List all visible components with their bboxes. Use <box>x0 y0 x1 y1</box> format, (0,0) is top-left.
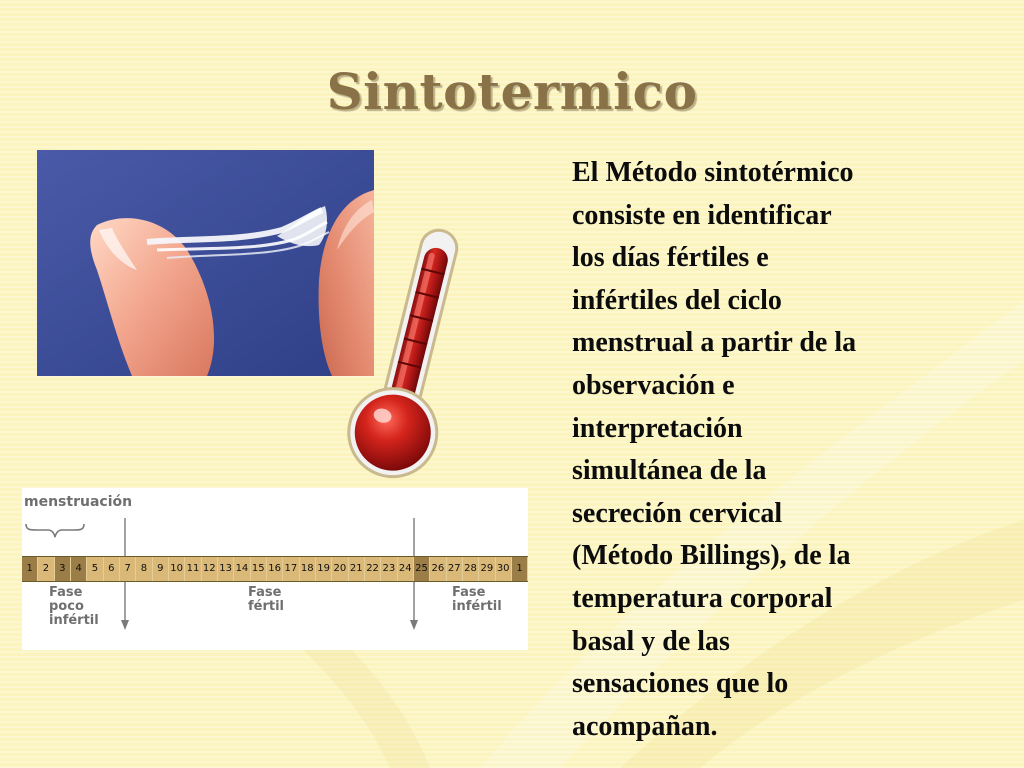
phase-poco-infertil-label <box>49 586 99 628</box>
cycle-day-cell: 23 <box>381 557 397 581</box>
body-line: temperatura corporal <box>572 582 833 614</box>
cycle-day-cell: 20 <box>332 557 348 581</box>
phase-infertil-label <box>452 586 502 614</box>
body-line: interpretación <box>572 412 743 444</box>
cycle-day-cell: 11 <box>185 557 201 581</box>
cycle-day-cell: 25 <box>414 557 430 581</box>
cycle-day-cell: 5 <box>87 557 103 581</box>
body-line: simultánea de la <box>572 455 767 487</box>
phase-line: Fase <box>452 585 486 600</box>
body-line: sensaciones que lo <box>572 668 789 700</box>
body-line: basal y de las <box>572 625 730 657</box>
menstruation-bracket <box>26 524 84 537</box>
body-line: los días fértiles e <box>572 242 769 274</box>
cycle-day-cell: 19 <box>316 557 332 581</box>
cycle-day-cell: 24 <box>398 557 414 581</box>
cycle-day-cell: 1 <box>512 557 528 581</box>
phase-line: fértil <box>248 599 285 614</box>
phase-line: Fase <box>248 585 282 600</box>
cycle-day-cell: 14 <box>234 557 250 581</box>
body-line: observación e <box>572 369 735 401</box>
cycle-day-cell: 17 <box>283 557 299 581</box>
body-line: El Método sintotérmico <box>572 157 854 188</box>
cycle-day-cell: 6 <box>104 557 120 581</box>
cycle-day-cell: 27 <box>447 557 463 581</box>
phase-line: infértil <box>452 599 502 614</box>
cycle-day-cell: 13 <box>218 557 234 581</box>
cycle-day-cell: 4 <box>71 557 87 581</box>
slide-title: Sintotermico <box>326 62 698 121</box>
cycle-day-cell: 21 <box>349 557 365 581</box>
arrow-head-left <box>121 620 129 630</box>
cycle-day-cell: 9 <box>153 557 169 581</box>
cycle-days-bar <box>22 556 528 582</box>
body-line: (Método Billings), de la <box>572 540 851 572</box>
cervical-mucus-photo <box>37 150 374 376</box>
menstruation-label: menstruación <box>24 494 133 510</box>
cycle-day-cell: 10 <box>169 557 185 581</box>
cycle-day-cell: 18 <box>300 557 316 581</box>
thermometer-icon <box>328 220 488 490</box>
phase-line: Fase <box>49 585 83 600</box>
cycle-day-cell: 8 <box>136 557 152 581</box>
cycle-day-cell: 3 <box>55 557 71 581</box>
cycle-day-cell: 16 <box>267 557 283 581</box>
cycle-day-cell: 30 <box>496 557 512 581</box>
arrow-head-right <box>410 620 418 630</box>
body-line: menstrual a partir de la <box>572 327 857 359</box>
phase-fertil-label <box>248 586 284 614</box>
body-line: consiste en identificar <box>572 199 832 231</box>
cycle-day-cell: 2 <box>38 557 54 581</box>
cycle-day-cell: 1 <box>22 557 38 581</box>
body-line: acompañan. <box>572 710 718 742</box>
cycle-day-cell: 12 <box>202 557 218 581</box>
phase-line: infértil <box>49 613 99 628</box>
cycle-day-cell: 7 <box>120 557 136 581</box>
cycle-day-cell: 29 <box>479 557 495 581</box>
body-line: secreción cervical <box>572 497 783 529</box>
cycle-day-cell: 22 <box>365 557 381 581</box>
cycle-day-cell: 15 <box>251 557 267 581</box>
phase-line: poco <box>49 599 84 614</box>
cycle-day-cell: 28 <box>463 557 479 581</box>
body-text <box>572 152 952 748</box>
cycle-day-cell: 26 <box>430 557 446 581</box>
cycle-diagram <box>22 488 528 650</box>
body-line: infértiles del ciclo <box>572 284 782 316</box>
